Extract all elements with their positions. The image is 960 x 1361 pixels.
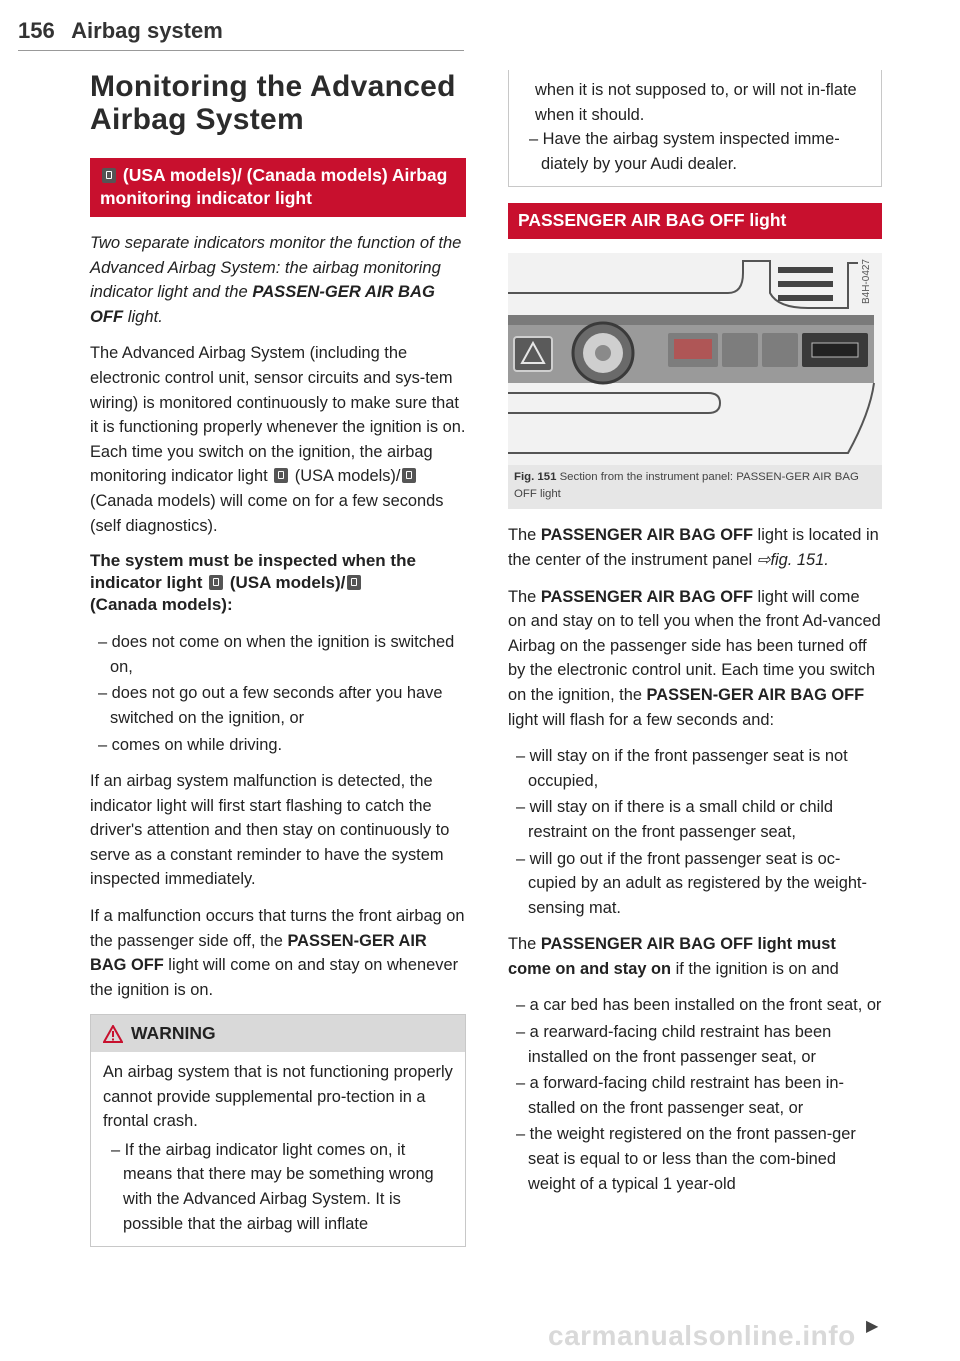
- warning-header: [91, 1015, 465, 1052]
- list-item: – a forward-facing child restraint has been in-stalled on the front passenger seat, or: [508, 1071, 882, 1120]
- figure-code: B4H-0427: [861, 259, 873, 305]
- section-heading: Monitoring the Advanced Airbag System: [90, 70, 456, 136]
- must-stay-on-paragraph: The PASSENGER AIR BAG OFF light must come on and stay on if the ignition is on and: [508, 935, 839, 978]
- airbag-usa-icon: [209, 575, 223, 590]
- airbag-usa-icon: [274, 468, 288, 483]
- malfunction-paragraph: If an airbag system malfunction is detected, the indicator light will first start flashing to catch the driver's attention and then stay on continuously to serve as a constant reminder to have the system inspected immediately.: [90, 772, 450, 889]
- warning-body: [91, 1052, 465, 1246]
- list-item: – a car bed has been installed on the front seat, or: [508, 993, 882, 1018]
- page-number: 156: [18, 18, 55, 43]
- warning-continuation-text: when it is not supposed to, or will not in-flate when it should.: [535, 81, 857, 124]
- indicator-subheading: (USA models)/ (Canada models) Airbag monitoring indicator light: [90, 158, 466, 217]
- inspection-list: [90, 630, 466, 757]
- list-item: – the weight registered on the front passen-ger seat is equal to or less than the com-bined weight of a typical 1 year-old: [508, 1122, 882, 1196]
- location-paragraph: The PASSENGER AIR BAG OFF light is located in the center of the instrument panel ⇨fig. 151.: [508, 526, 879, 569]
- intro-paragraph: Two separate indicators monitor the function of the Advanced Airbag System: the airbag monitoring indicator light and the PASSEN-GER AIR BAG OFF light.: [90, 233, 462, 326]
- airbag-canada-icon: [347, 575, 361, 590]
- instrument-panel-illustration: [508, 253, 882, 465]
- warning-icon: [103, 1025, 123, 1043]
- right-column: [508, 70, 882, 1208]
- function-paragraph: The PASSENGER AIR BAG OFF light will come on and stay on to tell you when the front Ad-vanced Airbag on the passenger side has been turned off by the electronic control unit. Each time you switch on the ignition, the PASSEN-GER AIR BAG OFF light will flash for a few seconds and:: [508, 587, 881, 729]
- list-item: – will stay on if there is a small child or child restraint on the front passenger seat,: [508, 795, 882, 844]
- figure-reference: ⇨fig. 151.: [756, 550, 829, 569]
- airbag-canada-icon: [402, 468, 416, 483]
- page-header: [18, 18, 464, 51]
- warning-title: WARNING: [131, 1023, 216, 1044]
- warning-continuation-box: [508, 70, 882, 187]
- watermark: carmanualsonline.info: [548, 1320, 856, 1351]
- warning-box: [90, 1014, 466, 1247]
- next-page-arrow: ▶: [866, 1318, 879, 1335]
- warning-text: An airbag system that is not functioning properly cannot provide supplemental pro-tection in a frontal crash.: [103, 1063, 453, 1131]
- conditions-list: [508, 993, 882, 1196]
- warning-bullet: – If the airbag indicator light comes on, it means that there may be something wrong with the Advanced Airbag System. It is possible that the airbag will inflate: [103, 1138, 453, 1236]
- passenger-airbag-heading: PASSENGER AIR BAG OFF light: [508, 203, 882, 239]
- left-column: [90, 70, 466, 1247]
- list-item: – comes on while driving.: [90, 733, 466, 758]
- list-item: – does not come on when the ignition is switched on,: [90, 630, 466, 679]
- warning-bullet: – Have the airbag system inspected imme-diately by your Audi dealer.: [521, 127, 869, 176]
- monitoring-paragraph: The Advanced Airbag System (including the electronic control unit, sensor circuits and sys-tem wiring) is monitored continuously to make sure that it is functioning properly whenever the ignition is on. Each time you switch on the ignition, the airbag monitoring indicator light (USA models)/ (Canada models) will come on for a few seconds (self diagnostics).: [90, 344, 466, 535]
- figure-caption: Fig. 151 Section from the instrument panel: PASSEN-GER AIR BAG OFF light: [508, 465, 882, 509]
- airbag-indicator-icon: [102, 168, 116, 183]
- instrument-panel-figure: [508, 253, 882, 465]
- list-item: – a rearward-facing child restraint has been installed on the front passenger seat, or: [508, 1020, 882, 1069]
- list-item: – will go out if the front passenger seat is oc-cupied by an adult as registered by the weight-sensing mat.: [508, 847, 882, 921]
- inspection-subheading: The system must be inspected when the indicator light (USA models)/ (Canada models):: [90, 551, 416, 615]
- status-list: [508, 744, 882, 920]
- section-title: Airbag system: [71, 18, 223, 43]
- list-item: – does not go out a few seconds after you have switched on the ignition, or: [90, 681, 466, 730]
- list-item: – will stay on if the front passenger seat is not occupied,: [508, 744, 882, 793]
- passenger-off-paragraph: If a malfunction occurs that turns the front airbag on the passenger side off, the PASSEN-GER AIR BAG OFF light will come on and stay on whenever the ignition is on.: [90, 907, 465, 999]
